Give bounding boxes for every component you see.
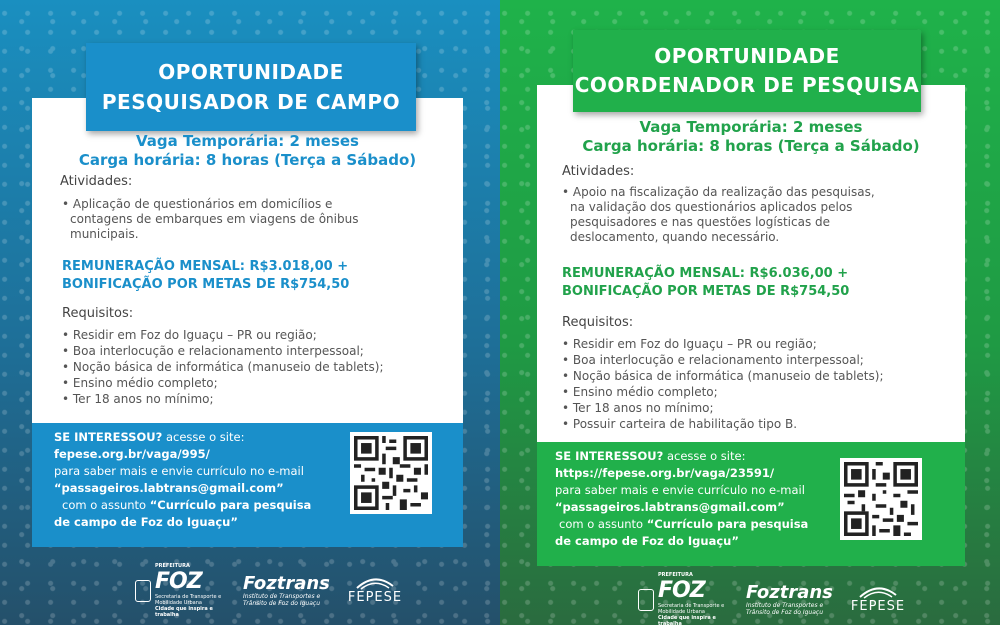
seal-icon	[638, 589, 654, 611]
acesse-text: acesse o site:	[666, 449, 746, 463]
list-item: • Noção básica de informática (manuseio de tablets);	[562, 369, 884, 383]
atividade-line: deslocamento, quando necessário.	[570, 230, 780, 244]
atividade-line: na validação dos questionários aplicados pelos	[570, 200, 853, 214]
remuneracao	[62, 258, 349, 294]
title-line1: OPORTUNIDADE	[654, 44, 840, 68]
list-item: • Residir em Foz do Iguaçu – PR ou região;	[562, 337, 817, 351]
list-item: • Possuir carteira de habilitação tipo B.	[562, 417, 798, 431]
foztrans-subtitle: Trânsito de Foz do Iguaçu	[243, 599, 321, 607]
remuneracao	[562, 265, 849, 301]
vaga-info	[32, 132, 463, 170]
qr-code-icon	[354, 436, 428, 510]
foztrans-wordmark: Foztrans	[746, 581, 833, 603]
vaga-hours: Carga horária: 8 horas (Terça a Sábado)	[582, 137, 920, 155]
list-item: • Boa interlocução e relacionamento interpessoal;	[62, 344, 364, 358]
atividade-line: • Aplicação de questionários em domicílios e	[62, 197, 333, 211]
assunto-text: “Currículo para pesquisa	[646, 517, 809, 531]
assunto-text: de campo de Foz do Iguaçu”	[54, 515, 238, 529]
list-item: • Noção básica de informática (manuseio de tablets);	[62, 360, 384, 374]
assunto-prefix: com o assunto	[559, 517, 647, 531]
qr-code[interactable]	[350, 432, 432, 514]
foztrans-logo	[746, 581, 833, 616]
atividades-label: Atividades:	[562, 164, 635, 179]
list-item: • Ter 18 anos no mínimo;	[62, 392, 214, 406]
title-box	[86, 43, 416, 131]
atividade-line: • Apoio na fiscalização da realização das pesquisas,	[562, 185, 875, 199]
interessou-heading: SE INTERESSOU?	[555, 449, 664, 463]
prefeitura-foz-logo	[638, 572, 728, 625]
atividades-list	[562, 185, 875, 245]
fepese-wave-icon	[355, 576, 395, 590]
fepese-wave-icon	[858, 585, 898, 599]
foz-slogan: Cidade que inspira e trabalha	[155, 606, 213, 618]
atividades-label: Atividades:	[60, 174, 133, 189]
fepese-wordmark: FEPESE	[850, 599, 906, 614]
title-line2: COORDENADOR DE PESQUISA	[574, 73, 920, 97]
seal-icon	[135, 580, 151, 602]
requisitos-list	[562, 336, 883, 432]
prefeitura-foz-logo	[135, 563, 225, 618]
remuneracao-line: REMUNERAÇÃO MENSAL: R$3.018,00 +	[62, 259, 349, 274]
list-item: • Boa interlocução e relacionamento interpessoal;	[562, 353, 864, 367]
title-line1: OPORTUNIDADE	[158, 60, 344, 84]
fepese-wordmark: FEPESE	[347, 590, 403, 605]
foztrans-subtitle: Instituto de Transportes e	[243, 592, 321, 600]
bonificacao-line: BONIFICAÇÃO POR METAS DE R$754,50	[562, 284, 850, 299]
prefeitura-text: PREFEITURA	[658, 572, 693, 578]
atividade-line: pesquisadores e nas questões logísticas de	[570, 215, 831, 229]
requisitos-list	[62, 327, 383, 407]
foz-subtitle: Secretaria de Transporte e Mobilidade Urbana	[155, 594, 222, 606]
email-link[interactable]: “passageiros.labtrans@gmail.com”	[555, 500, 785, 514]
atividade-line: municipais.	[70, 227, 139, 241]
assunto-prefix: com o assunto	[62, 498, 150, 512]
assunto-text: “Currículo para pesquisa	[149, 498, 312, 512]
requisitos-label: Requisitos:	[562, 315, 634, 330]
requisitos-label: Requisitos:	[62, 306, 134, 321]
bonificacao-line: BONIFICAÇÃO POR METAS DE R$754,50	[62, 277, 350, 292]
list-item: • Ensino médio completo;	[62, 376, 218, 390]
qr-code[interactable]	[840, 458, 922, 540]
vaga-duration: Vaga Temporária: 2 meses	[639, 118, 863, 136]
list-item: • Ensino médio completo;	[562, 385, 718, 399]
site-link[interactable]: fepese.org.br/vaga/995/	[54, 447, 210, 461]
foztrans-logo	[243, 572, 330, 607]
foztrans-wordmark: Foztrans	[243, 572, 330, 594]
foztrans-subtitle: Instituto de Transportes e	[746, 601, 824, 609]
atividades-list	[62, 197, 358, 242]
foz-subtitle: Secretaria de Transporte e Mobilidade Urbana	[658, 603, 725, 615]
vaga-info	[537, 118, 965, 156]
prefeitura-text: PREFEITURA	[155, 563, 190, 569]
atividade-line: contagens de embarques em viagens de ônibus	[70, 212, 359, 226]
right-poster	[500, 0, 1000, 625]
list-item: • Ter 18 anos no mínimo;	[562, 401, 714, 415]
logos-row	[638, 572, 905, 625]
site-link[interactable]: https://fepese.org.br/vaga/23591/	[555, 466, 775, 480]
interessou-heading: SE INTERESSOU?	[54, 430, 163, 444]
saber-text: para saber mais e envie currículo no e-mail	[54, 464, 304, 478]
acesse-text: acesse o site:	[165, 430, 245, 444]
foztrans-subtitle: Trânsito de Foz do Iguaçu	[746, 608, 824, 616]
logos-row	[135, 563, 402, 618]
foz-wordmark: FOZ	[155, 569, 202, 594]
assunto-text: de campo de Foz do Iguaçu”	[555, 534, 739, 548]
vaga-hours: Carga horária: 8 horas (Terça a Sábado)	[78, 151, 417, 169]
vaga-duration: Vaga Temporária: 2 meses	[136, 132, 359, 150]
qr-code-icon	[844, 462, 918, 536]
fepese-logo	[348, 576, 402, 605]
email-link[interactable]: “passageiros.labtrans@gmail.com”	[54, 481, 284, 495]
saber-text: para saber mais e envie currículo no e-mail	[555, 483, 805, 497]
foz-slogan: Cidade que inspira e trabalha	[658, 615, 716, 625]
fepese-logo	[851, 585, 905, 614]
title-box	[573, 30, 921, 112]
remuneracao-line: REMUNERAÇÃO MENSAL: R$6.036,00 +	[562, 266, 849, 281]
foz-wordmark: FOZ	[658, 578, 705, 603]
title-line2: PESQUISADOR DE CAMPO	[101, 90, 401, 114]
list-item: • Residir em Foz do Iguaçu – PR ou região;	[62, 328, 317, 342]
